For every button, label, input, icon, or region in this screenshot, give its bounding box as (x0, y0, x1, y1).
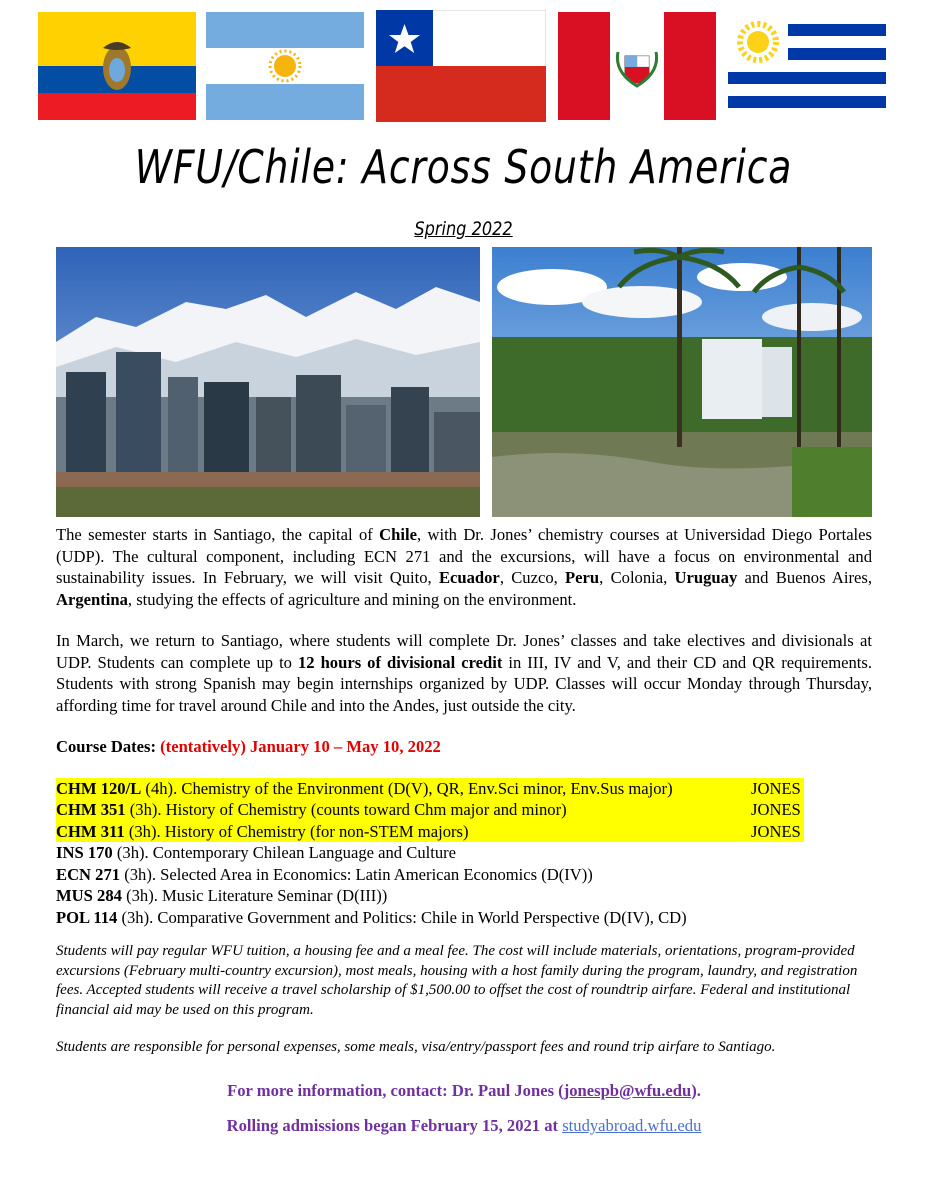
contact-line: For more information, contact: Dr. Paul Jones (jonespb@wfu.edu). (227, 1080, 701, 1100)
page-title: WFU/Chile: Across South America (134, 140, 793, 194)
page-subtitle: Spring 2022 (414, 218, 513, 240)
santiago-skyline-photo (56, 247, 480, 517)
course-item: CHM 120/L (4h). Chemistry of the Environment (D(V), QR, Env.Sci minor, Env.Sus major) JONES (56, 778, 804, 800)
course-dates: Course Dates: (tentatively) January 10 – May 10, 2022 (56, 737, 441, 756)
course-item: MUS 284 (3h). Music Literature Seminar (D(III)) (56, 886, 388, 905)
course-item: INS 170 (3h). Contemporary Chilean Language and Culture (56, 843, 457, 862)
email-link[interactable]: jonespb@wfu.edu (563, 1080, 692, 1100)
admissions-line: Rolling admissions began February 15, 2021 at studyabroad.wfu.edu (226, 1116, 702, 1135)
study-abroad-link[interactable]: studyabroad.wfu.edu (562, 1116, 702, 1135)
course-item: ECN 271 (3h). Selected Area in Economics: Latin American Economics (D(IV)) (56, 864, 593, 884)
course-list (56, 778, 872, 929)
intro-paragraph-1: The semester starts in Santiago, the capital of Chile, with Dr. Jones’ chemistry courses at Universidad Diego Portales (UDP). The cultural component, including ECN 271 and the excursions, will have a focus on environmental and sustainability issues. In February, we will visit Quito, Ecuador, Cuzco, Peru, Colonia, Uruguay and Buenos Aires, Argentina, studying the effects of agriculture and mining on the environment. (56, 525, 872, 609)
ecuador-flag (38, 12, 196, 120)
course-item: CHM 311 (3h). History of Chemistry (for non-STEM majors) JONES (56, 821, 804, 843)
iguazu-falls-photo (492, 247, 872, 517)
uruguay-flag (728, 12, 886, 120)
intro-paragraph-2: In March, we return to Santiago, where students will complete Dr. Jones’ classes and take electives and divisionals at UDP. Students can complete up to 12 hours of divisional credit in III, IV and V, and their CD and QR requirements. Students with strong Spanish may begin internships organized by UDP. Classes will occur Monday through Thursday, affording time for travel around Chile and into the Andes, just outside the city. (56, 631, 873, 715)
course-item: CHM 351 (3h). History of Chemistry (counts toward Chm major and minor) JONES (56, 799, 804, 821)
argentina-flag (206, 12, 364, 120)
cost-paragraph: Students will pay regular WFU tuition, a housing fee and a meal fee. The cost will include materials, orientations, program-provided excursions (February multi-country excursion), most meals, housing with a host family during the program, laundry, and registration fees. Accepted students will receive a travel scholarship of $1,500.00 to offset the cost of roundtrip airfare. Federal and institutional financial aid may be used on this program. (56, 943, 858, 1018)
chile-flag (376, 10, 546, 122)
peru-flag (558, 12, 716, 120)
course-item: POL 114 (3h). Comparative Government and Politics: Chile in World Perspective (D(IV), CD) (56, 907, 687, 927)
main-content (56, 524, 872, 1137)
expenses-paragraph: Students are responsible for personal expenses, some meals, visa/entry/passport fees and round trip airfare to Santiago. (56, 1039, 776, 1055)
